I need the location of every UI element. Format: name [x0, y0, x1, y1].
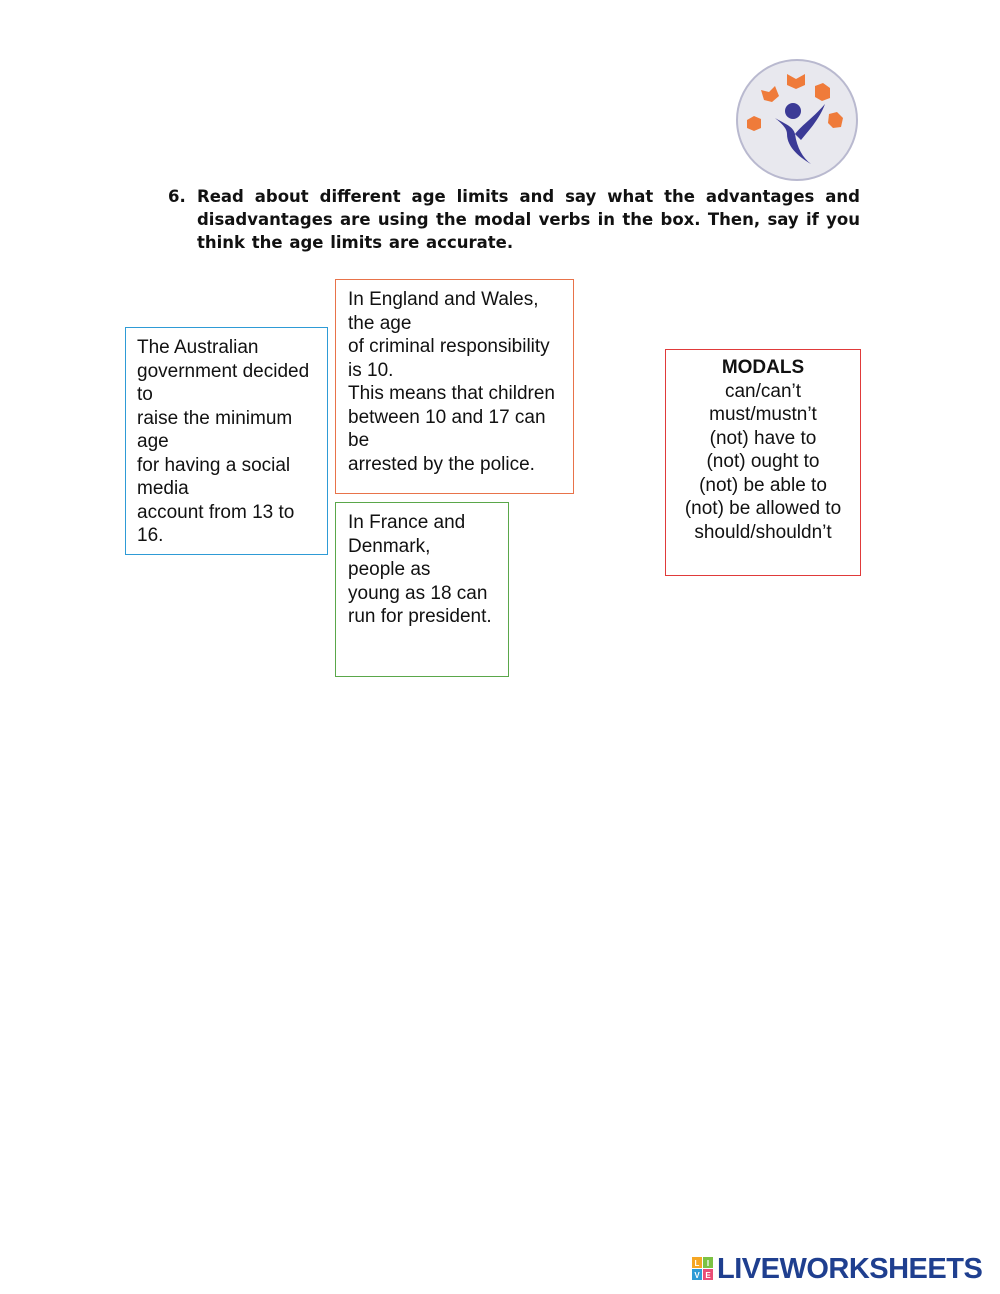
modal-item: (not) have to [709, 427, 817, 449]
school-logo [735, 58, 859, 182]
svg-text:L: L [694, 1259, 700, 1268]
australia-age-limit-box: The Australian government decided to raise the minimum age for having a social media account from 13 to 16. [125, 327, 328, 555]
instruction-text: Read about different age limits and say what the advantages and disadvantages are using the modal verbs in the box. Then, say if you think the age limits are accurate. [197, 187, 860, 252]
modal-item: should/shouldn’t [694, 521, 832, 543]
modal-item: (not) ought to [706, 451, 820, 472]
modal-item: must/mustn’t [709, 404, 817, 425]
svg-text:E: E [705, 1271, 711, 1280]
modal-item: (not) be able to [699, 474, 827, 496]
france-denmark-age-limit-box: In France and Denmark, people as young as 18 can run for president. [335, 502, 509, 677]
modal-item: (not) be allowed to [684, 498, 842, 519]
svg-text:I: I [706, 1259, 710, 1268]
liveworksheets-brand [692, 1253, 982, 1285]
liveworksheets-logo-icon [692, 1257, 714, 1281]
exercise-number: 6. [168, 187, 186, 206]
modal-item: can/can’t [724, 380, 802, 402]
modals-title: MODALS [721, 357, 805, 378]
england-wales-age-limit-box: In England and Wales, the age of criminal responsibility is 10. This means that children between 10 and 17 can be arrested by the police. [335, 279, 574, 494]
svg-text:V: V [694, 1271, 700, 1280]
modals-box [665, 349, 861, 576]
exercise-instruction [168, 185, 860, 254]
brand-name: LIVEWORKSHEETS [717, 1253, 983, 1285]
